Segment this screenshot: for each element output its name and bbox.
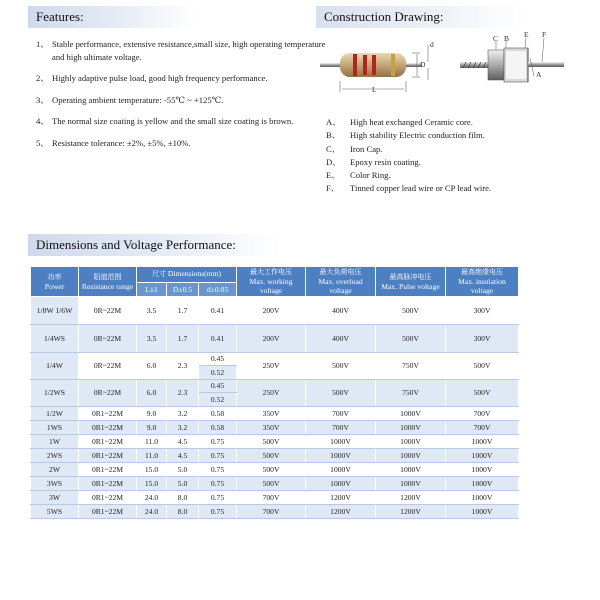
- table-cell: 24.0: [137, 505, 167, 519]
- table-cell: 0.75: [199, 463, 237, 477]
- table-cell: 300V: [446, 325, 519, 353]
- col-D: D±0.5: [167, 282, 199, 296]
- table-row: [31, 463, 519, 477]
- table-cell: 2W: [31, 463, 79, 477]
- table-cell: 1/2W: [31, 407, 79, 421]
- table-row: [31, 421, 519, 435]
- table-cell: 250V: [237, 380, 306, 407]
- table-cell: 3.5: [137, 325, 167, 353]
- drawing-label-F: F: [542, 30, 547, 39]
- table-cell: 3.2: [167, 407, 199, 421]
- table-cell: 1.7: [167, 297, 199, 325]
- table-cell: 0R1~22M: [79, 449, 137, 463]
- table-cell: 0.58: [199, 407, 237, 421]
- table-cell: 1000V: [306, 477, 376, 491]
- table-cell: 750V: [376, 380, 446, 407]
- feature-item: 2、 Highly adaptive pulse load, good high frequency performance.: [36, 73, 268, 83]
- table-cell: 1W: [31, 435, 79, 449]
- table-cell: 5.0: [167, 477, 199, 491]
- table-cell: 0.75: [199, 477, 237, 491]
- table-cell: 15.0: [137, 477, 167, 491]
- construction-item: E、 Color Ring.: [326, 170, 391, 181]
- col-insulation: 最高绝缘电压 Max. insulation voltage: [446, 267, 519, 297]
- construction-heading: Construction Drawing:: [316, 6, 524, 28]
- table-cell: 1/2WS: [31, 380, 79, 407]
- table-cell: 700V: [446, 407, 519, 421]
- table-cell: 6.0: [137, 353, 167, 380]
- table-cell: 0R1~22M: [79, 463, 137, 477]
- col-dimensions: 尺寸 Dimensions(mm): [137, 267, 237, 283]
- table-row: [31, 325, 519, 353]
- resistor-body-illustration: [320, 53, 422, 77]
- features-list: [36, 38, 326, 158]
- feature-item: 1、 Stable performance, extensive resistance,small size, high operating temperature and high ultimate voltage.: [36, 39, 326, 62]
- table-cell: 250V: [237, 353, 306, 380]
- table-row: [31, 491, 519, 505]
- table-cell: 200V: [237, 325, 306, 353]
- col-power: 功率 Power: [31, 267, 79, 297]
- table-row: [31, 435, 519, 449]
- table-cell: 0R~22M: [79, 380, 137, 407]
- table-cell: 11.0: [137, 449, 167, 463]
- col-range: 阻值范围 Resistance range: [79, 267, 137, 297]
- table-cell: 1000V: [376, 421, 446, 435]
- feature-item: 4、 The normal size coating is yellow and the small size coating is brown.: [36, 116, 294, 126]
- table-cell: 1000V: [376, 463, 446, 477]
- table-cell: 0.75: [199, 505, 237, 519]
- feature-item: 3、 Operating ambient temperature: -55℃ ~ +125℃.: [36, 94, 224, 105]
- table-cell: 500V: [376, 325, 446, 353]
- col-d: d±0.05: [199, 282, 237, 296]
- table-cell: 15.0: [137, 463, 167, 477]
- table-cell: 1000V: [306, 463, 376, 477]
- drawing-label-C: C: [493, 34, 499, 43]
- table-cell: 1200V: [306, 491, 376, 505]
- table-cell: 8.0: [167, 505, 199, 519]
- table-cell: 2WS: [31, 449, 79, 463]
- table-cell: 400V: [306, 325, 376, 353]
- feature-item: 5、 Resistance tolerance: ±2%, ±5%, ±10%.: [36, 137, 191, 148]
- table-cell: 0R1~22M: [79, 407, 137, 421]
- cross-section-illustration: [460, 38, 564, 82]
- table-cell: 1000V: [446, 477, 519, 491]
- table-cell: 200V: [237, 297, 306, 325]
- table-cell: 1000V: [376, 407, 446, 421]
- drawing-label-L: L: [372, 85, 377, 94]
- construction-item: F、 Tinned copper lead wire or CP lead wire.: [326, 183, 492, 194]
- table-cell: 1200V: [306, 505, 376, 519]
- table-cell: 1000V: [376, 477, 446, 491]
- table-cell: 4.5: [167, 435, 199, 449]
- dimensions-table: [30, 266, 519, 519]
- construction-item: A、 High heat exchanged Ceramic core.: [326, 117, 473, 127]
- construction-item: B、 High stability Electric conduction film.: [326, 130, 485, 141]
- table-row: [31, 505, 519, 519]
- drawing-label-D: D: [420, 60, 426, 69]
- table-cell: 0R1~22M: [79, 491, 137, 505]
- table-cell: 24.0: [137, 491, 167, 505]
- table-cell: 4.5: [167, 449, 199, 463]
- table-cell: 11.0: [137, 435, 167, 449]
- table-cell: 1200V: [376, 491, 446, 505]
- table-cell: 0R1~22M: [79, 505, 137, 519]
- table-cell: 0R1~22M: [79, 477, 137, 491]
- table-cell: 1/8W 1/6W: [31, 297, 79, 325]
- table-cell: 1000V: [446, 505, 519, 519]
- col-L: L±1: [137, 282, 167, 296]
- table-cell: 500V: [446, 380, 519, 407]
- table-cell: 700V: [237, 505, 306, 519]
- construction-item: D、 Epoxy resin coating.: [326, 156, 421, 167]
- table-cell: 0R1~22M: [79, 421, 137, 435]
- table-cell: 0.58: [199, 421, 237, 435]
- table-cell: 1000V: [446, 449, 519, 463]
- features-heading: Features:: [28, 6, 196, 28]
- table-row: [31, 380, 519, 393]
- drawing-label-E: E: [524, 30, 529, 39]
- table-cell: 5WS: [31, 505, 79, 519]
- table-cell: 0.52: [199, 366, 237, 380]
- table-cell: 500V: [376, 297, 446, 325]
- table-cell: 0R~22M: [79, 297, 137, 325]
- col-pulse: 最高脉冲电压 Max. Pulse voltage: [376, 267, 446, 297]
- table-cell: 3.5: [137, 297, 167, 325]
- table-cell: 1000V: [376, 449, 446, 463]
- table-cell: 1/4W: [31, 353, 79, 380]
- col-working: 最大工作电压 Max. working voltage: [237, 267, 306, 297]
- dimensions-heading: Dimensions and Voltage Performance:: [28, 234, 281, 256]
- table-cell: 0.75: [199, 449, 237, 463]
- table-cell: 0R~22M: [79, 353, 137, 380]
- table-cell: 1000V: [446, 491, 519, 505]
- table-cell: 9.0: [137, 421, 167, 435]
- table-cell: 400V: [306, 297, 376, 325]
- table-cell: 0.45: [199, 353, 237, 366]
- table-cell: 0.41: [199, 297, 237, 325]
- table-cell: 1000V: [446, 463, 519, 477]
- table-cell: 500V: [306, 380, 376, 407]
- table-cell: 350V: [237, 407, 306, 421]
- table-cell: 2.3: [167, 353, 199, 380]
- table-cell: 300V: [446, 297, 519, 325]
- table-cell: 0.52: [199, 393, 237, 407]
- table-cell: 500V: [237, 435, 306, 449]
- table-cell: 500V: [446, 353, 519, 380]
- construction-list: [326, 116, 576, 196]
- table-cell: 500V: [306, 353, 376, 380]
- drawing-label-B: B: [504, 34, 510, 43]
- table-cell: 0.41: [199, 325, 237, 353]
- table-cell: 3.2: [167, 421, 199, 435]
- drawing-label-A: A: [536, 70, 542, 79]
- table-cell: 3W: [31, 491, 79, 505]
- table-cell: 2.3: [167, 380, 199, 407]
- table-cell: 0.75: [199, 435, 237, 449]
- table-cell: 500V: [237, 463, 306, 477]
- table-row: [31, 353, 519, 366]
- table-cell: 700V: [237, 491, 306, 505]
- table-cell: 1/4WS: [31, 325, 79, 353]
- table-cell: 500V: [237, 477, 306, 491]
- table-cell: 1000V: [306, 449, 376, 463]
- table-cell: 0R~22M: [79, 325, 137, 353]
- table-cell: 6.0: [137, 380, 167, 407]
- table-cell: 1000V: [446, 435, 519, 449]
- drawing-label-d: d: [430, 40, 434, 49]
- table-cell: 1000V: [306, 435, 376, 449]
- table-cell: 1200V: [376, 505, 446, 519]
- table-cell: 5.0: [167, 463, 199, 477]
- table-row: [31, 449, 519, 463]
- table-cell: 0.45: [199, 380, 237, 393]
- table-row: [31, 297, 519, 325]
- table-cell: 0R1~22M: [79, 435, 137, 449]
- table-cell: 0.75: [199, 491, 237, 505]
- table-cell: 700V: [306, 407, 376, 421]
- table-cell: 700V: [306, 421, 376, 435]
- table-cell: 1WS: [31, 421, 79, 435]
- construction-item: C、 Iron Cap.: [326, 143, 383, 154]
- table-cell: 8.0: [167, 491, 199, 505]
- table-cell: 1.7: [167, 325, 199, 353]
- table-cell: 3WS: [31, 477, 79, 491]
- col-overload: 最大负荷电压 Max. overload voltage: [306, 267, 376, 297]
- table-cell: 500V: [237, 449, 306, 463]
- table-cell: 350V: [237, 421, 306, 435]
- table-cell: 9.0: [137, 407, 167, 421]
- table-row: [31, 407, 519, 421]
- table-cell: 1000V: [376, 435, 446, 449]
- table-cell: 700V: [446, 421, 519, 435]
- table-row: [31, 477, 519, 491]
- table-cell: 750V: [376, 353, 446, 380]
